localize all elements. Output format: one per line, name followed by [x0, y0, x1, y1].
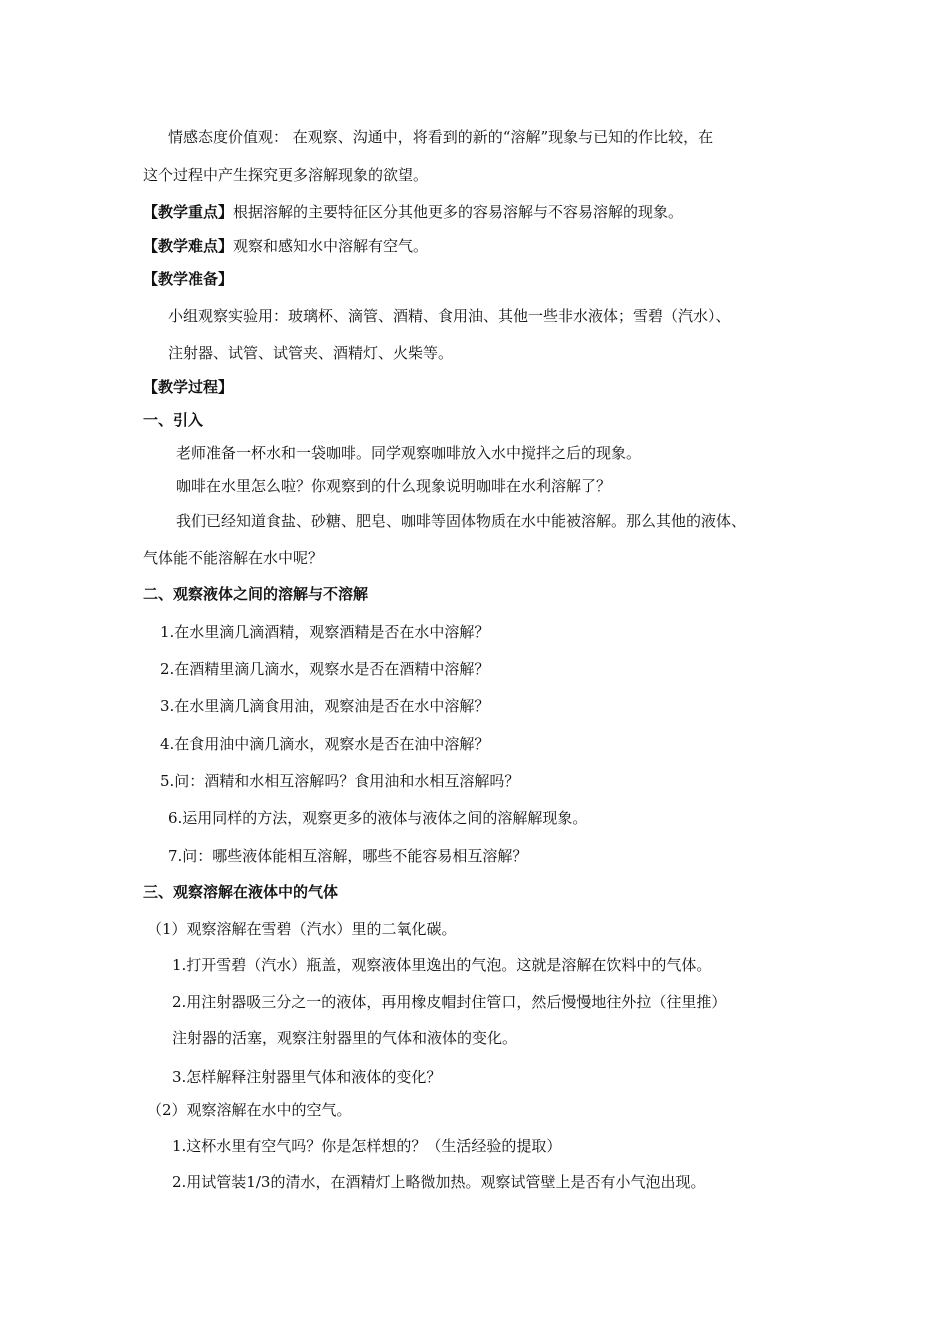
list-item: 4.在食用油中滴几滴水，观察水是否在油中溶解？ [160, 735, 490, 753]
paragraph-line: 情感态度价值观： 在观察、沟通中，将看到的新的“溶解”现象与已知的作比较，在 [168, 128, 714, 146]
list-item: 5.问：酒精和水相互溶解吗？食用油和水相互溶解吗？ [160, 772, 520, 790]
key-point-line [143, 202, 683, 222]
list-item: 1.打开雪碧（汽水）瓶盖，观察液体里逸出的气泡。这就是溶解在饮料中的气体。 [172, 956, 712, 974]
paragraph-line: 这个过程中产生探究更多溶解现象的欲望。 [143, 166, 429, 184]
list-item: 1.在水里滴几滴酒精，观察酒精是否在水中溶解？ [160, 623, 490, 641]
paragraph-line: 咖啡在水里怎么啦？你观察到的什么现象说明咖啡在水利溶解了？ [176, 477, 612, 495]
list-item: 3.在水里滴几滴食用油，观察油是否在水中溶解？ [160, 697, 490, 715]
list-item: 7.问：哪些液体能相互溶解，哪些不能容易相互溶解？ [168, 847, 528, 865]
paragraph-line: 老师准备一杯水和一袋咖啡。同学观察咖啡放入水中搅拌之后的现象。 [176, 444, 642, 462]
list-item: 2.在酒精里滴几滴水，观察水是否在酒精中溶解？ [160, 660, 490, 678]
paragraph-line: 我们已经知道食盐、砂糖、肥皂、咖啡等固体物质在水中能被溶解。那么其他的液体、 [176, 512, 747, 530]
list-item: 3.怎样解释注射器里气体和液体的变化？ [172, 1068, 442, 1086]
subsection-heading: 一、引入 [143, 411, 204, 429]
difficulty-line [143, 236, 428, 256]
section-label: 【教学重点】 [143, 203, 234, 221]
section-text: 根据溶解的主要特征区分其他更多的容易溶解与不容易溶解的现象。 [233, 203, 684, 221]
section-text: 观察和感知水中溶解有空气。 [233, 237, 429, 255]
sub-item: （1）观察溶解在雪碧（汽水）里的二氧化碳。 [147, 920, 457, 938]
paragraph-line: 注射器、试管、试管夹、酒精灯、火柴等。 [168, 344, 454, 362]
subsection-heading: 三、观察溶解在液体中的气体 [143, 883, 339, 901]
paragraph-line: 气体能不能溶解在水中呢？ [143, 549, 324, 567]
section-label: 【教学难点】 [143, 237, 234, 255]
section-heading: 【教学准备】 [143, 270, 234, 288]
paragraph-line: 注射器的活塞，观察注射器里的气体和液体的变化。 [172, 1029, 518, 1047]
list-item: 2.用试管装1/3的清水，在酒精灯上略微加热。观察试管壁上是否有小气泡出现。 [172, 1173, 706, 1191]
list-item: 2.用注射器吸三分之一的液体，再用橡皮帽封住管口，然后慢慢地往外拉（往里推） [172, 993, 727, 1011]
section-heading: 【教学过程】 [143, 378, 234, 396]
paragraph-line: 小组观察实验用：玻璃杯、滴管、酒精、食用油、其他一些非水液体；雪碧（汽水）、 [168, 307, 731, 325]
list-item: 6.运用同样的方法，观察更多的液体与液体之间的溶解解现象。 [168, 809, 588, 827]
list-item: 1.这杯水里有空气吗？你是怎样想的？（生活经验的提取） [172, 1137, 562, 1155]
sub-item: （2）观察溶解在水中的空气。 [147, 1101, 352, 1119]
subsection-heading: 二、观察液体之间的溶解与不溶解 [143, 585, 369, 603]
